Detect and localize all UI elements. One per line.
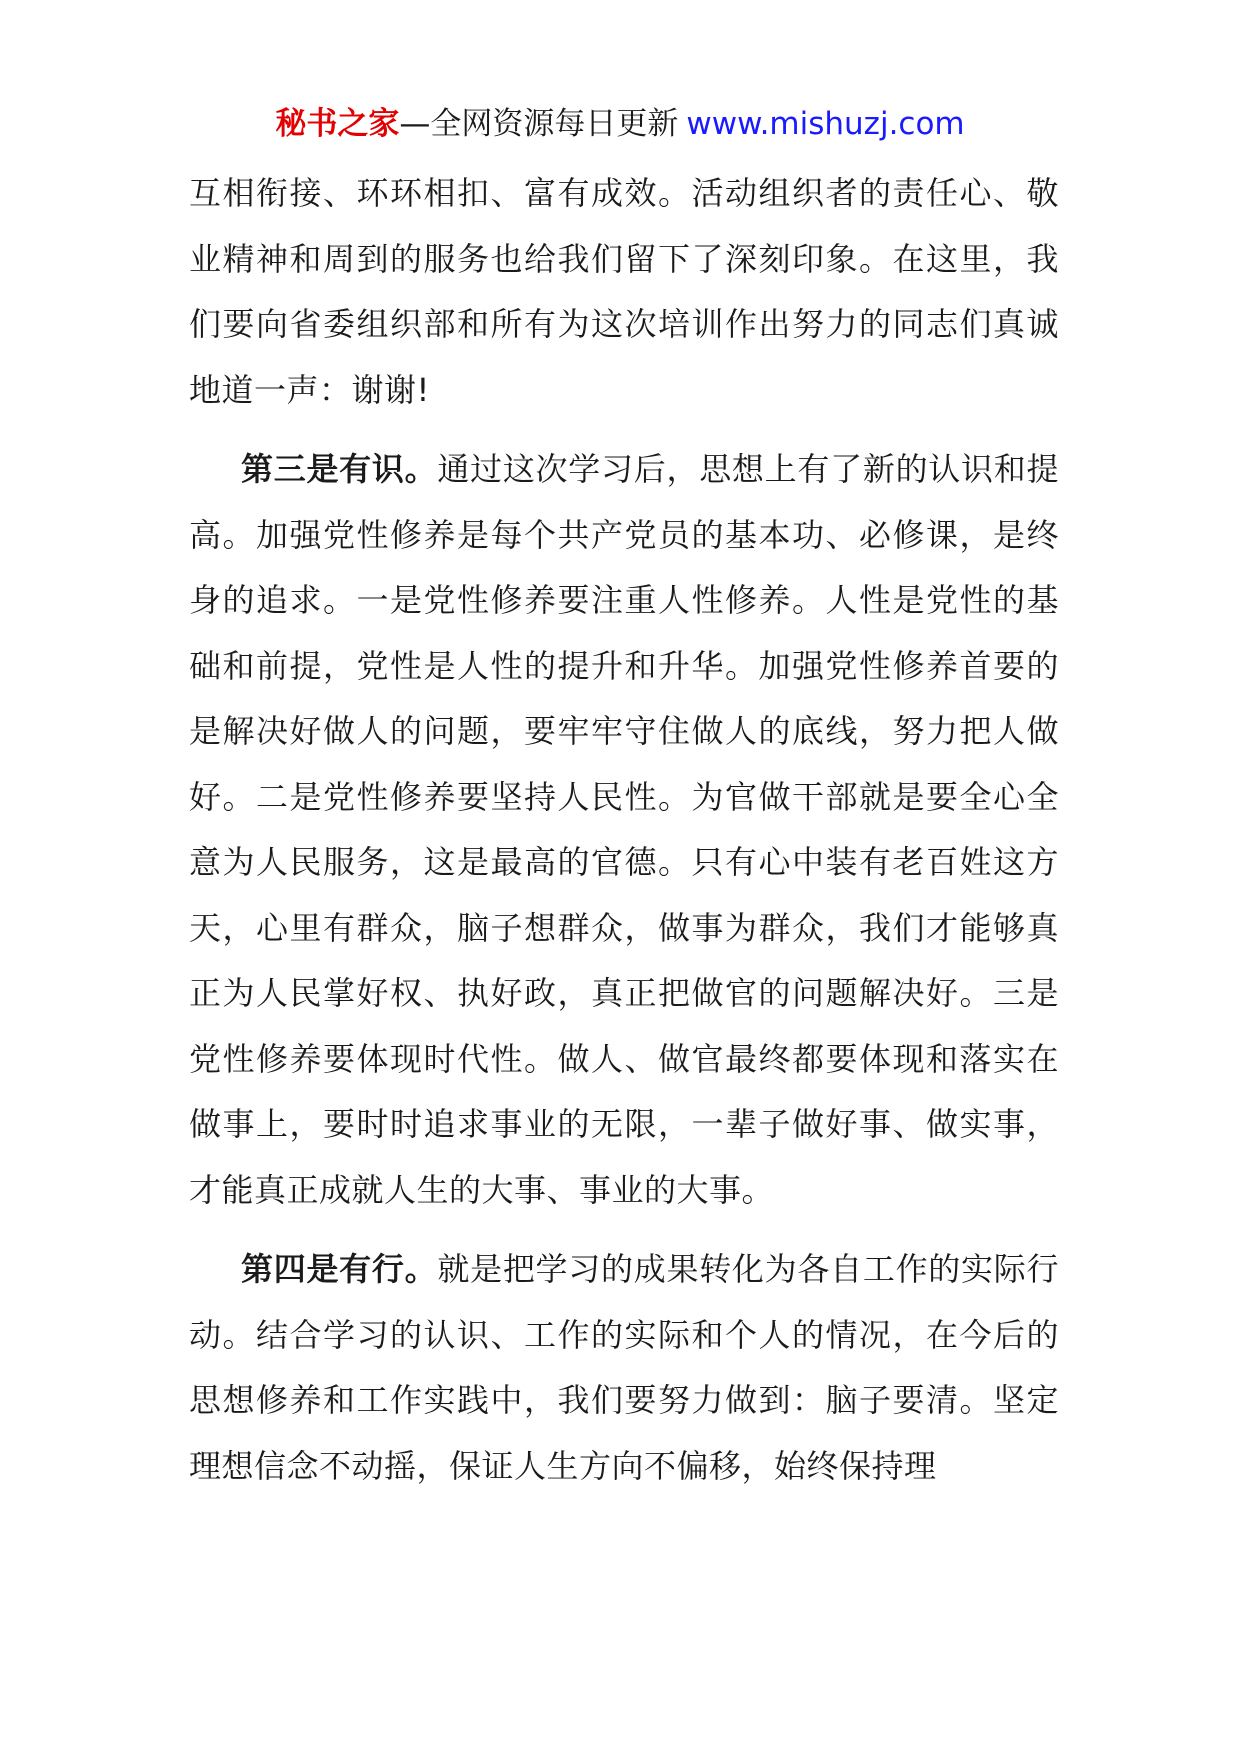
paragraph-lead: 第四是有行。 — [241, 1250, 438, 1288]
paragraph-text: 互相衔接、环环相扣、富有成效。活动组织者的责任心、敬业精神和周到的服务也给我们留下了深刻印象。在这里，我们要向省委组织部和所有为这次培训作出努力的同志们真诚地道一声：谢谢! — [189, 174, 1059, 409]
header-tagline: —全网资源每日更新 — [399, 106, 679, 142]
paragraph-third-point — [189, 437, 1059, 1223]
paragraph-lead: 第三是有识。 — [241, 450, 438, 488]
header-url-link[interactable]: www.mishuzj.com — [686, 106, 965, 142]
header-brand: 秘书之家 — [275, 106, 400, 142]
paragraph-fourth-point — [189, 1237, 1059, 1499]
document-body — [189, 161, 1059, 1513]
page-header — [0, 104, 1240, 144]
paragraph-text: 就是把学习的成果转化为各自工作的实际行动。结合学习的认识、工作的实际和个人的情况，在今后的思想修养和工作实践中，我们要努力做到：脑子要清。坚定理想信念不动摇，保证人生方向不偏移，始终保持理 — [189, 1250, 1059, 1485]
paragraph-continuation — [189, 161, 1059, 423]
paragraph-text: 通过这次学习后，思想上有了新的认识和提高。加强党性修养是每个共产党员的基本功、必修课，是终身的追求。一是党性修养要注重人性修养。人性是党性的基础和前提，党性是人性的提升和升华。加强党性修养首要的是解决好做人的问题，要牢牢守住做人的底线，努力把人做好。二是党性修养要坚持人民性。为官做干部就是要全心全意为人民服务，这是最高的官德。只有心中装有老百姓这方天，心里有群众，脑子想群众，做事为群众，我们才能够真正为人民掌好权、执好政，真正把做官的问题解决好。三是党性修养要体现时代性。做人、做官最终都要体现和落实在做事上，要时时追求事业的无限，一辈子做好事、做实事，才能真正成就人生的大事、事业的大事。 — [189, 450, 1059, 1209]
